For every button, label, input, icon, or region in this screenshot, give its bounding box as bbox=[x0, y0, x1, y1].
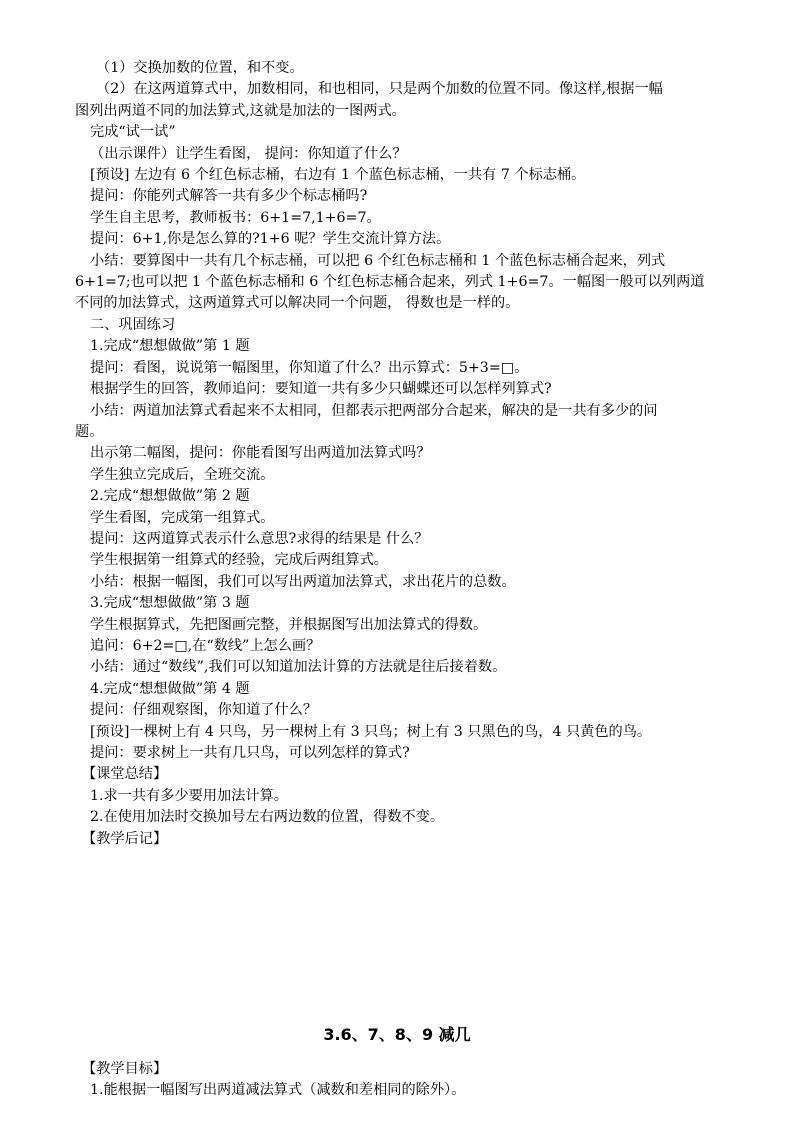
text-line: 3.完成“想想做做”第 3 题 bbox=[90, 595, 250, 612]
text-line: 小结：两道加法算式看起来不太相同，但都表示把两部分合起来，解决的是一共有多少的问 bbox=[90, 402, 658, 419]
text-line: 提问：你能列式解答一共有多少个标志桶吗? bbox=[90, 188, 368, 205]
text-line: 2.完成“想想做做”第 2 题 bbox=[90, 488, 250, 505]
text-line: 1.完成“想想做做”第 1 题 bbox=[90, 338, 250, 355]
text-line: 提问：看图，说说第一幅图里，你知道了什么？出示算式：5+3=□。 bbox=[90, 359, 529, 376]
text-line: （2）在这两道算式中，加数相同，和也相同，只是两个加数的位置不同。像这样,根据一幅 bbox=[96, 81, 663, 98]
text-line: 提问：这两道算式表示什么意思?求得的结果是 什么？ bbox=[90, 530, 429, 547]
text-line: 小结：要算图中一共有几个标志桶，可以把 6 个红色标志桶和 1 个蓝色标志桶合起来，列式 bbox=[90, 252, 666, 269]
text-line: [预设] 左边有 6 个红色标志桶，右边有 1 个蓝色标志桶，一共有 7 个标志桶。 bbox=[90, 167, 586, 184]
text-line: 根据学生的回答，教师追问：要知道一共有多少只蝴蝶还可以怎样列算式? bbox=[90, 381, 552, 398]
text-line: 题。 bbox=[75, 423, 104, 440]
blank-space bbox=[0, 1045, 794, 1059]
text-line: 追问：6+2=□,在“数线”上怎么画？ bbox=[90, 637, 321, 654]
text-line: 学生根据第一组算式的经验，完成后两组算式。 bbox=[90, 552, 388, 569]
text-line: 2.在使用加法时交换加号左右两边数的位置，得数不变。 bbox=[90, 809, 445, 826]
text-line: 学生自主思考，教师板书：6+1=7,1+6=7。 bbox=[90, 209, 381, 226]
text-line: 完成“试一试” bbox=[90, 124, 176, 141]
text-line: [预设]一棵树上有 4 只鸟，另一棵树上有 3 只鸟；树上有 3 只黑色的鸟，4 只黄色的鸟。 bbox=[90, 723, 652, 740]
text-line: 1.求一共有多少要用加法计算。 bbox=[90, 787, 288, 804]
text-line: 学生根据算式，先把图画完整，并根据图写出加法算式的得数。 bbox=[90, 616, 488, 633]
document-page bbox=[0, 58, 794, 1102]
text-line: 学生看图，完成第一组算式。 bbox=[90, 509, 275, 526]
text-line: 学生独立完成后，全班交流。 bbox=[90, 466, 275, 483]
text-line: （1）交换加数的位置，和不变。 bbox=[96, 60, 304, 76]
section-title: 3.6、7、8、9 减几 bbox=[323, 1025, 471, 1045]
text-line: 6+1=7;也可以把 1 个蓝色标志桶和 6 个红色标志桶合起来，列式 1+6=7。一幅图一般可以列两道 bbox=[75, 274, 705, 291]
text-line: 4.完成“想想做做”第 4 题 bbox=[90, 680, 250, 697]
section-heading: 【教学后记】 bbox=[82, 830, 168, 847]
section-heading: 二、巩固练习 bbox=[90, 316, 176, 333]
text-line: 小结：通过“数线”,我们可以知道加法计算的方法就是往后接着数。 bbox=[90, 659, 507, 676]
text-line: 图列出两道不同的加法算式,这就是加法的一图两式。 bbox=[75, 102, 406, 119]
text-line: 提问：6+1,你是怎么算的?1+6 呢？学生交流计算方法。 bbox=[90, 231, 451, 248]
text-line: 提问：仔细观察图，你知道了什么？ bbox=[90, 702, 318, 719]
text-line: （出示课件）让学生看图， 提问：你知道了什么？ bbox=[90, 145, 407, 162]
section-heading: 【教学目标】 bbox=[82, 1061, 168, 1078]
text-line: 不同的加法算式，这两道算式可以解决同一个问题， 得数也是一样的。 bbox=[75, 295, 520, 312]
text-line: 小结：根据一幅图，我们可以写出两道加法算式，求出花片的总数。 bbox=[90, 573, 516, 590]
text-line: 1.能根据一幅图写出两道减法算式（减数和差相同的除外）。 bbox=[90, 1082, 466, 1099]
text-line: 提问：要求树上一共有几只鸟，可以列怎样的算式? bbox=[90, 745, 410, 761]
text-line: 出示第二幅图，提问：你能看图写出两道加法算式吗？ bbox=[90, 445, 431, 462]
section-heading: 【课堂总结】 bbox=[82, 766, 168, 783]
blank-space bbox=[0, 850, 794, 1022]
